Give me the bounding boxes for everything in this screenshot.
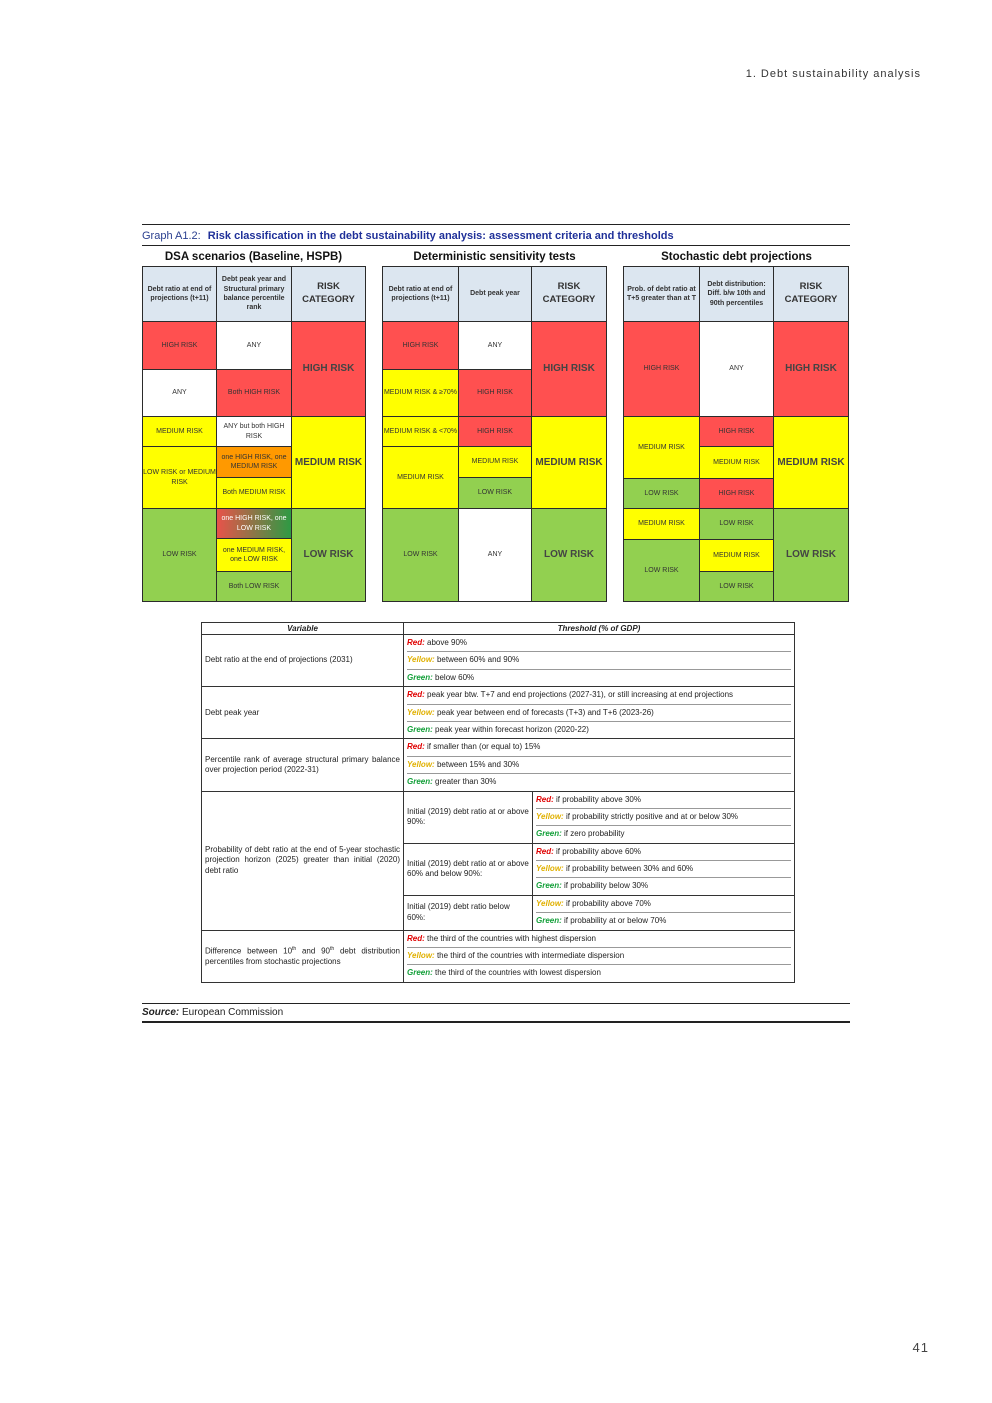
sto-r1-prob: HIGH RISK	[623, 321, 700, 417]
sto-r2-prob: MEDIUM RISK	[623, 416, 700, 479]
dsa-r8-peak: Both LOW RISK	[216, 571, 292, 602]
det-medium-risk: MEDIUM RISK	[531, 416, 607, 509]
graph-title	[142, 225, 850, 245]
cond-below-60: Initial (2019) debt ratio below 60%:	[404, 895, 533, 930]
threshold-text: if probability above 60%	[556, 846, 641, 856]
table-row	[202, 930, 795, 982]
sto-r1-dist: ANY	[699, 321, 774, 417]
threshold-text: peak year within forecast horizon (2020-22)	[435, 724, 589, 734]
det-r3-debt: MEDIUM RISK & <70%	[382, 416, 459, 447]
green-label: Green:	[536, 881, 562, 891]
red-label: Red:	[536, 846, 554, 856]
threshold-text: above 90%	[427, 638, 468, 647]
det-r4-debt: MEDIUM RISK	[382, 446, 459, 509]
dsa-medium-risk: MEDIUM RISK	[291, 416, 366, 509]
running-header: 1. Debt sustainability analysis	[745, 68, 921, 80]
var-debt-ratio: Debt ratio at the end of projections (2031)	[202, 635, 404, 687]
var-peak-year: Debt peak year	[202, 687, 404, 739]
dsa-low-risk: LOW RISK	[291, 508, 366, 602]
det-r1-debt: HIGH RISK	[382, 321, 459, 370]
threshold-text: if probability above 30%	[556, 794, 641, 804]
cond-above-90: Initial (2019) debt ratio at or above 90%:	[404, 791, 533, 843]
risk-matrix	[142, 248, 850, 604]
green-label: Green:	[407, 724, 433, 734]
green-label: Green:	[536, 829, 562, 839]
det-header-peak: Debt peak year	[458, 266, 532, 322]
var-probability: Probability of debt ratio at the end of 5-year stochastic projection horizon (2025) greater than initial (2020) debt ratio	[202, 791, 404, 930]
dsa-r2-debt: ANY	[142, 369, 217, 417]
sto-r5-prob: MEDIUM RISK	[623, 508, 700, 540]
dsa-r6-peak: one HIGH RISK, one LOW RISK	[216, 508, 292, 539]
dsa-title: DSA scenarios (Baseline, HSPB)	[164, 251, 343, 263]
green-label: Green:	[407, 672, 433, 682]
table-row	[202, 635, 795, 687]
dsa-r6-debt: LOW RISK	[142, 508, 217, 602]
red-label: Red:	[407, 690, 425, 700]
det-r4-peak: MEDIUM RISK	[458, 446, 532, 478]
dsa-header-risk-category: RISK CATEGORY	[291, 266, 366, 322]
dsa-r1-debt: HIGH RISK	[142, 321, 217, 370]
sto-title: Stochastic debt projections	[661, 251, 812, 263]
col-threshold: Threshold (% of GDP)	[404, 623, 795, 635]
green-label: Green:	[407, 968, 433, 978]
threshold-text: the third of the countries with highest dispersion	[427, 933, 596, 943]
det-r1-peak: ANY	[458, 321, 532, 370]
sto-high-risk: HIGH RISK	[773, 321, 849, 417]
det-r2-peak: HIGH RISK	[458, 369, 532, 417]
yellow-label: Yellow:	[407, 951, 435, 961]
table-row	[202, 687, 795, 739]
dsa-header-debt-ratio: Debt ratio at end of projections (t+11)	[142, 266, 217, 322]
dsa-r7-peak: one MEDIUM RISK, one LOW RISK	[216, 538, 292, 572]
yellow-label: Yellow:	[536, 811, 564, 821]
sto-r3-dist: MEDIUM RISK	[699, 446, 774, 479]
yellow-label: Yellow:	[536, 864, 564, 874]
dsa-high-risk: HIGH RISK	[291, 321, 366, 417]
dsa-r4-debt: LOW RISK or MEDIUM RISK	[142, 446, 217, 509]
green-label: Green:	[536, 916, 562, 926]
threshold-text: if zero probability	[564, 829, 625, 839]
cond-60-90: Initial (2019) debt ratio at or above 60% and below 90%:	[404, 843, 533, 895]
sto-r6-dist: MEDIUM RISK	[699, 539, 774, 572]
det-header-debt-ratio: Debt ratio at end of projections (t+11)	[382, 266, 459, 322]
table-row	[202, 739, 795, 791]
graph-title-text: Risk classification in the debt sustainability analysis: assessment criteria and thresholds	[207, 230, 674, 242]
sto-r4-prob: LOW RISK	[623, 478, 700, 509]
dsa-r2-peak: Both HIGH RISK	[216, 369, 292, 417]
red-label: Red:	[407, 638, 425, 647]
dsa-r5-peak: Both MEDIUM RISK	[216, 477, 292, 509]
det-r5-peak: LOW RISK	[458, 477, 532, 509]
threshold-text: between 15% and 30%	[436, 759, 520, 769]
col-variable: Variable	[202, 623, 404, 635]
red-label: Red:	[536, 794, 554, 804]
var-text: and 90	[296, 946, 331, 956]
sto-header-risk-category: RISK CATEGORY	[773, 266, 849, 322]
dsa-header-peak-spb: Debt peak year and Structural primary balance percentile rank	[216, 266, 292, 322]
var-percentile: Percentile rank of average structural primary balance over projection period (2022-31)	[202, 739, 404, 791]
det-low-risk: LOW RISK	[531, 508, 607, 602]
table-row	[202, 791, 795, 843]
det-r2-debt: MEDIUM RISK & ≥70%	[382, 369, 459, 417]
red-label: Red:	[407, 933, 425, 943]
yellow-label: Yellow:	[536, 898, 564, 908]
sto-header-distribution: Debt distribution: Diff. b/w 10th and 90th percentiles	[699, 266, 774, 322]
det-r6-peak: ANY	[458, 508, 532, 602]
thresholds-table	[201, 622, 795, 983]
sto-header-prob: Prob. of debt ratio at T+5 greater than at T	[623, 266, 700, 322]
threshold-text: the third of the countries with lowest dispersion	[435, 968, 601, 978]
source-text: European Commission	[179, 1007, 284, 1018]
det-r3-peak: HIGH RISK	[458, 416, 532, 447]
threshold-text: peak year between end of forecasts (T+3) and T+6 (2023-26)	[436, 707, 654, 717]
threshold-text: greater than 30%	[435, 777, 497, 787]
source-note	[142, 1003, 850, 1023]
det-header-risk-category: RISK CATEGORY	[531, 266, 607, 322]
dsa-r1-peak: ANY	[216, 321, 292, 370]
yellow-label: Yellow:	[407, 759, 435, 769]
threshold-text: if smaller than (or equal to) 15%	[427, 742, 541, 752]
var-text: Difference between 10	[205, 946, 293, 956]
dsa-r3-peak: ANY but both HIGH RISK	[216, 416, 292, 447]
yellow-label: Yellow:	[407, 655, 435, 665]
dsa-r4-peak: one HIGH RISK, one MEDIUM RISK	[216, 446, 292, 478]
var-text: debt distribution percentiles from stochastic projections	[205, 946, 401, 966]
sto-r2-dist: HIGH RISK	[699, 416, 774, 447]
yellow-label: Yellow:	[407, 707, 435, 717]
page-number: 41	[912, 1340, 929, 1355]
threshold-text: below 60%	[435, 672, 475, 682]
sto-r7-dist: LOW RISK	[699, 571, 774, 602]
det-r6-debt: LOW RISK	[382, 508, 459, 602]
threshold-text: if probability above 70%	[565, 898, 651, 908]
det-high-risk: HIGH RISK	[531, 321, 607, 417]
threshold-text: if probability between 30% and 60%	[565, 864, 694, 874]
threshold-text: peak year btw. T+7 and end projections (2027-31), or still increasing at end projections	[427, 690, 734, 700]
threshold-text: if probability at or below 70%	[564, 916, 667, 926]
superscript: th	[330, 945, 335, 952]
source-label: Source:	[142, 1007, 180, 1018]
threshold-text: if probability strictly positive and at or below 30%	[565, 811, 739, 821]
sto-low-risk: LOW RISK	[773, 508, 849, 602]
sto-r6-prob: LOW RISK	[623, 539, 700, 602]
threshold-text: the third of the countries with intermediate dispersion	[436, 951, 625, 961]
green-label: Green:	[407, 777, 433, 787]
superscript: th	[292, 945, 297, 952]
var-difference	[202, 930, 404, 982]
sto-r4-dist: HIGH RISK	[699, 478, 774, 509]
dsa-r3-debt: MEDIUM RISK	[142, 416, 217, 447]
graph-label: Graph A1.2:	[142, 230, 201, 242]
threshold-text: between 60% and 90%	[436, 655, 520, 665]
sto-r5-dist: LOW RISK	[699, 508, 774, 540]
graph-frame	[142, 224, 850, 246]
sto-medium-risk: MEDIUM RISK	[773, 416, 849, 509]
threshold-text: if probability below 30%	[564, 881, 649, 891]
det-title: Deterministic sensitivity tests	[413, 251, 576, 263]
red-label: Red:	[407, 742, 425, 752]
